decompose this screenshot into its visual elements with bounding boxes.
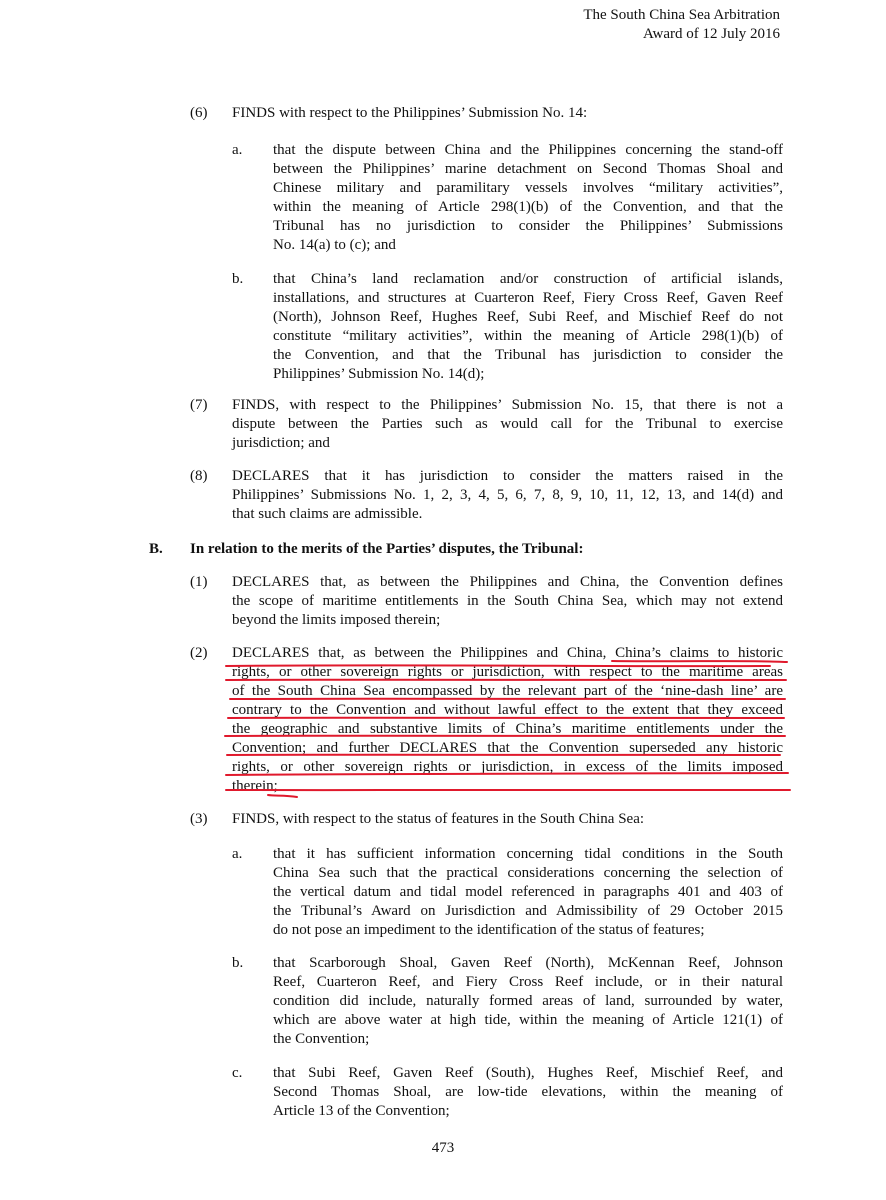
text-line: the geographic and substantive limits of China’s maritime entitlements under the xyxy=(232,721,783,737)
text-line: that it has sufficient information concerning tidal conditions in the South xyxy=(273,846,783,862)
text-line: FINDS, with respect to the status of features in the South China Sea: xyxy=(232,811,645,827)
text-line: which are above water at high tide, within the meaning of Article 121(1) of xyxy=(273,1012,783,1028)
item-label: B. xyxy=(149,541,163,557)
text-line: condition did include, naturally formed areas of land, surrounded by water, xyxy=(273,993,783,1009)
underline-stroke xyxy=(228,718,784,719)
text-line: Chinese military and paramilitary vessels involves “military activities”, xyxy=(273,180,783,196)
text-line: FINDS with respect to the Philippines’ Submission No. 14: xyxy=(232,105,588,121)
text-line: China Sea such that the practical considerations concerning the selection of xyxy=(273,865,783,881)
underline-stroke xyxy=(230,699,785,700)
text-line: the Convention; xyxy=(273,1031,370,1047)
text-line: No. 14(a) to (c); and xyxy=(273,237,396,253)
text-line: DECLARES that, as between the Philippines and China, the Convention defines xyxy=(232,574,783,590)
item-label: (7) xyxy=(190,397,208,413)
text-line: installations, and structures at Cuarteron Reef, Fiery Cross Reef, Gaven Reef xyxy=(273,290,783,306)
underline-stroke xyxy=(226,680,786,681)
text-line: Tribunal has no jurisdiction to consider the Philippines’ Submissions xyxy=(273,218,783,234)
item-label: c. xyxy=(232,1065,243,1081)
item-label: b. xyxy=(232,955,244,971)
text-line: the vertical datum and tidal model referenced in paragraphs 401 and 403 of xyxy=(273,884,783,900)
underline-stroke xyxy=(225,736,785,737)
text-line: that Subi Reef, Gaven Reef (South), Hughes Reef, Mischief Reef, and xyxy=(273,1065,783,1081)
text-line: of the South China Sea encompassed by the relevant part of the ‘nine-dash line’ are xyxy=(232,683,783,699)
text-line: that China’s land reclamation and/or construction of artificial islands, xyxy=(273,271,783,287)
text-line: within the meaning of Article 298(1)(b) of the Convention, and that the xyxy=(273,199,783,215)
text-line: DECLARES that, as between the Philippines and China, China’s claims to historic xyxy=(232,645,783,661)
text-line: Reef, Cuarteron Reef, and Fiery Cross Reef include, or in their natural xyxy=(273,974,783,990)
underline-stroke xyxy=(268,795,297,797)
item-label: b. xyxy=(232,271,244,287)
header-date: Award of 12 July 2016 xyxy=(643,26,780,42)
underline-stroke xyxy=(227,755,780,756)
item-label: (8) xyxy=(190,468,208,484)
item-label: (1) xyxy=(190,574,208,590)
text-line: that Scarborough Shoal, Gaven Reef (North), McKennan Reef, Johnson xyxy=(273,955,783,971)
item-label: (3) xyxy=(190,811,208,827)
item-label: (6) xyxy=(190,105,208,121)
text-line: dispute between the Parties such as would call for the Tribunal to exercise xyxy=(232,416,783,432)
text-line: Philippines’ Submission No. 14(d); xyxy=(273,366,485,382)
text-line: the Convention, and that the Tribunal has jurisdiction to consider the xyxy=(273,347,783,363)
text-line: therein; xyxy=(232,778,278,794)
text-line: rights, or other sovereign rights or jurisdiction, with respect to the maritime areas xyxy=(232,664,783,680)
text-line: the Tribunal’s Award on Jurisdiction and Admissibility of 29 October 2015 xyxy=(273,903,783,919)
text-line: constitute “military activities”, within the meaning of Article 298(1)(b) of xyxy=(273,328,783,344)
text-line: (North), Johnson Reef, Hughes Reef, Subi Reef, and Mischief Reef do not xyxy=(273,309,783,325)
text-line: FINDS, with respect to the Philippines’ Submission No. 15, that there is not a xyxy=(232,397,783,413)
text-line: Philippines’ Submissions No. 1, 2, 3, 4, 5, 6, 7, 8, 9, 10, 11, 12, 13, and 14(d) and xyxy=(232,487,783,503)
text-line: Convention; and further DECLARES that the Convention superseded any historic xyxy=(232,740,783,756)
item-label: a. xyxy=(232,142,243,158)
underline-stroke xyxy=(612,661,787,662)
text-line: contrary to the Convention and without lawful effect to the extent that they exceed xyxy=(232,702,783,718)
text-line: that the dispute between China and the Philippines concerning the stand-off xyxy=(273,142,783,158)
text-line: rights, or other sovereign rights or jurisdiction, in excess of the limits imposed xyxy=(232,759,783,775)
text-line: In relation to the merits of the Parties’ disputes, the Tribunal: xyxy=(190,541,584,557)
page-number: 473 xyxy=(431,1140,455,1156)
text-line: that such claims are admissible. xyxy=(232,506,423,522)
text-line: between the Philippines’ marine detachment on Second Thomas Shoal and xyxy=(273,161,783,177)
item-label: a. xyxy=(232,846,243,862)
text-line: DECLARES that it has jurisdiction to consider the matters raised in the xyxy=(232,468,783,484)
text-line: jurisdiction; and xyxy=(232,435,330,451)
text-line: beyond the limits imposed therein; xyxy=(232,612,441,628)
text-line: the scope of maritime entitlements in the South China Sea, which may not extend xyxy=(232,593,783,609)
underline-stroke xyxy=(226,773,788,775)
underline-stroke xyxy=(226,665,770,666)
header-title: The South China Sea Arbitration xyxy=(583,7,780,23)
item-label: (2) xyxy=(190,645,208,661)
text-line: Second Thomas Shoal, are low-tide elevations, within the meaning of xyxy=(273,1084,783,1100)
text-line: Article 13 of the Convention; xyxy=(273,1103,450,1119)
text-line: do not pose an impediment to the identification of the status of features; xyxy=(273,922,705,938)
